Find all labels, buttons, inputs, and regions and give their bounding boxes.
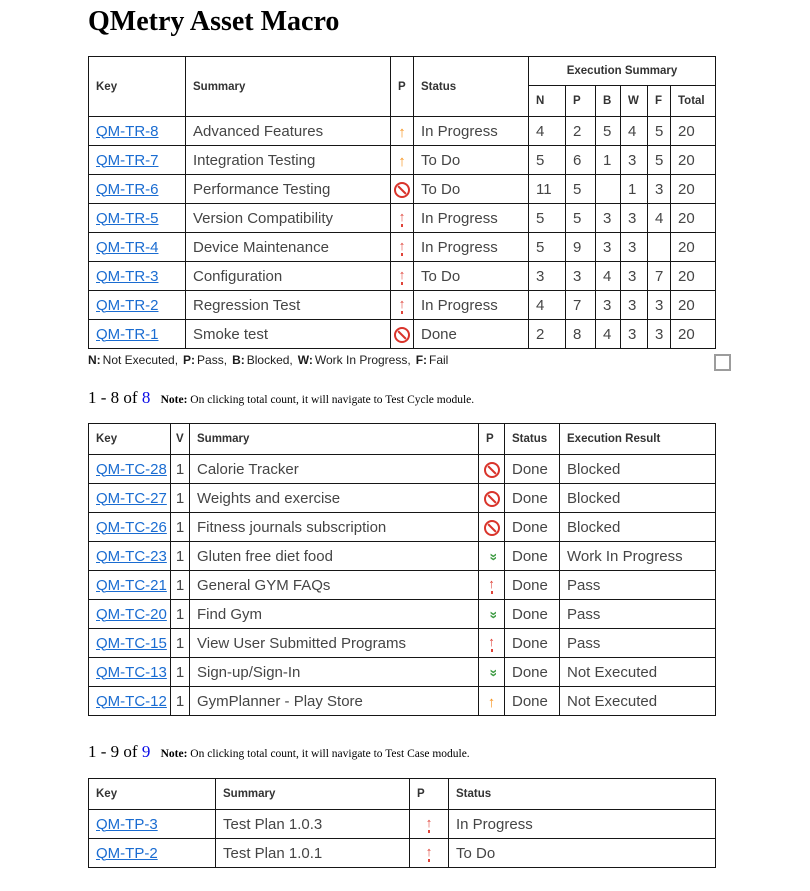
table-row — [89, 658, 716, 687]
priority-icon — [485, 578, 499, 594]
priority-cell — [479, 658, 505, 687]
summary-cell: Integration Testing — [186, 146, 391, 175]
priority-icon — [422, 846, 436, 862]
priority-cell — [479, 484, 505, 513]
column-header-status: Status — [414, 57, 529, 117]
status-cell: Done — [505, 629, 560, 658]
key-cell — [89, 542, 171, 571]
column-header-n: N — [529, 86, 566, 117]
priority-icon — [485, 607, 499, 623]
legend-text: Work In Progress, — [314, 353, 411, 367]
column-header-f: F — [648, 86, 671, 117]
count-total-cell: 20 — [671, 146, 716, 175]
key-link[interactable]: QM-TP-2 — [96, 844, 158, 862]
summary-cell: Sign-up/Sign-In — [190, 658, 479, 687]
priority-cell — [479, 455, 505, 484]
legend-label: B: — [232, 353, 245, 367]
count-f-cell: 7 — [648, 262, 671, 291]
key-link[interactable]: QM-TR-4 — [96, 238, 159, 256]
table-row — [89, 320, 716, 349]
key-cell — [89, 262, 186, 291]
column-header-total: Total — [671, 86, 716, 117]
priority-cell — [479, 513, 505, 542]
summary-cell: General GYM FAQs — [190, 571, 479, 600]
count-w-cell: 3 — [621, 146, 648, 175]
summary-cell: View User Submitted Programs — [190, 629, 479, 658]
table-row — [89, 810, 716, 839]
execution-result-cell: Pass — [560, 600, 716, 629]
priority-cell — [391, 291, 414, 320]
key-cell — [89, 687, 171, 716]
test-case-table — [88, 423, 716, 716]
count-b-cell: 4 — [596, 320, 621, 349]
count-w-cell: 1 — [621, 175, 648, 204]
status-cell: Done — [505, 455, 560, 484]
status-cell: In Progress — [449, 810, 716, 839]
key-cell — [89, 600, 171, 629]
count-p-cell: 7 — [566, 291, 596, 320]
table-row — [89, 233, 716, 262]
status-cell: To Do — [414, 262, 529, 291]
count-total-cell: 20 — [671, 204, 716, 233]
summary-cell: Performance Testing — [186, 175, 391, 204]
count-p-cell: 5 — [566, 204, 596, 233]
priority-icon — [485, 549, 499, 565]
column-header-w: W — [621, 86, 648, 117]
count-b-cell: 1 — [596, 146, 621, 175]
note-label: Note: — [160, 394, 188, 406]
key-link[interactable]: QM-TP-3 — [96, 815, 158, 833]
execution-result-cell: Pass — [560, 629, 716, 658]
count-w-cell: 4 — [621, 117, 648, 146]
status-cell: In Progress — [414, 233, 529, 262]
key-link[interactable]: QM-TC-12 — [96, 692, 167, 710]
status-cell: Done — [505, 687, 560, 716]
key-cell — [89, 204, 186, 233]
priority-icon — [485, 636, 499, 652]
table-row — [89, 204, 716, 233]
status-cell: In Progress — [414, 291, 529, 320]
page-title: QMetry Asset Macro — [88, 6, 340, 37]
column-header-priority: P — [479, 424, 505, 455]
summary-cell: Test Plan 1.0.1 — [216, 839, 410, 868]
status-cell: In Progress — [414, 204, 529, 233]
priority-icon — [395, 269, 409, 285]
version-cell: 1 — [171, 455, 190, 484]
count-n-cell: 4 — [529, 291, 566, 320]
priority-icon — [484, 520, 500, 536]
summary-cell: Advanced Features — [186, 117, 391, 146]
note-text: Note: On clicking total count, it will navigate to Test Cycle module. — [160, 394, 475, 406]
table-row — [89, 117, 716, 146]
count-b-cell: 4 — [596, 262, 621, 291]
key-link[interactable]: QM-TR-7 — [96, 151, 159, 169]
count-f-cell: 4 — [648, 204, 671, 233]
count-f-cell: 5 — [648, 117, 671, 146]
priority-icon — [422, 817, 436, 833]
count-total-cell: 20 — [671, 320, 716, 349]
status-cell: In Progress — [414, 117, 529, 146]
key-cell — [89, 291, 186, 320]
count-p-cell: 9 — [566, 233, 596, 262]
count-f-cell: 3 — [648, 175, 671, 204]
status-cell: Done — [505, 600, 560, 629]
key-link[interactable]: QM-TC-23 — [96, 547, 167, 565]
summary-cell: Regression Test — [186, 291, 391, 320]
execution-result-cell: Blocked — [560, 455, 716, 484]
count-b-cell: 5 — [596, 117, 621, 146]
count-n-cell: 11 — [529, 175, 566, 204]
status-cell: To Do — [414, 175, 529, 204]
version-cell: 1 — [171, 658, 190, 687]
status-cell: Done — [505, 542, 560, 571]
legend-text: Not Executed, — [102, 353, 179, 367]
table-row — [89, 455, 716, 484]
priority-cell — [391, 233, 414, 262]
priority-icon — [484, 491, 500, 507]
column-header-priority: P — [410, 779, 449, 810]
count-w-cell: 3 — [621, 233, 648, 262]
priority-cell — [479, 629, 505, 658]
key-cell — [89, 484, 171, 513]
key-cell — [89, 146, 186, 175]
status-cell: Done — [505, 484, 560, 513]
key-cell — [89, 117, 186, 146]
count-f-cell: 3 — [648, 291, 671, 320]
count-w-cell: 3 — [621, 320, 648, 349]
count-p-cell: 8 — [566, 320, 596, 349]
key-link[interactable]: QM-TR-6 — [96, 180, 159, 198]
priority-cell — [479, 571, 505, 600]
key-link[interactable]: QM-TC-28 — [96, 460, 167, 478]
summary-cell: Gluten free diet food — [190, 542, 479, 571]
count-f-cell: 5 — [648, 146, 671, 175]
column-header-status: Status — [449, 779, 716, 810]
summary-cell: Smoke test — [186, 320, 391, 349]
corner-checkbox[interactable] — [714, 354, 731, 371]
priority-cell — [479, 600, 505, 629]
column-header-summary: Summary — [190, 424, 479, 455]
table-row — [89, 484, 716, 513]
column-header-summary: Summary — [216, 779, 410, 810]
count-n-cell: 2 — [529, 320, 566, 349]
key-cell — [89, 513, 171, 542]
status-cell: Done — [505, 658, 560, 687]
summary-cell: Test Plan 1.0.3 — [216, 810, 410, 839]
summary-cell: Fitness journals subscription — [190, 513, 479, 542]
status-cell: To Do — [414, 146, 529, 175]
priority-icon — [394, 182, 410, 198]
table-row — [89, 175, 716, 204]
summary-cell: GymPlanner - Play Store — [190, 687, 479, 716]
key-link[interactable]: QM-TC-21 — [96, 576, 167, 594]
summary-cell: Version Compatibility — [186, 204, 391, 233]
version-cell: 1 — [171, 600, 190, 629]
count-p-cell: 3 — [566, 262, 596, 291]
count-f-cell — [648, 233, 671, 262]
count-range: 1 - 9 of — [88, 742, 138, 761]
priority-icon — [395, 211, 409, 227]
column-header-key: Key — [89, 779, 216, 810]
key-link[interactable]: QM-TC-27 — [96, 489, 167, 507]
key-link[interactable]: QM-TR-8 — [96, 122, 159, 140]
legend-text: Blocked, — [246, 353, 293, 367]
execution-result-cell: Pass — [560, 571, 716, 600]
summary-cell: Calorie Tracker — [190, 455, 479, 484]
priority-icon — [395, 298, 409, 314]
key-cell — [89, 455, 171, 484]
priority-icon — [395, 240, 409, 256]
table-row — [89, 629, 716, 658]
key-link[interactable]: QM-TC-13 — [96, 663, 167, 681]
status-cell: Done — [414, 320, 529, 349]
execution-result-cell: Not Executed — [560, 658, 716, 687]
summary-cell: Weights and exercise — [190, 484, 479, 513]
table-row — [89, 600, 716, 629]
table-row — [89, 262, 716, 291]
status-cell: To Do — [449, 839, 716, 868]
count-n-cell: 5 — [529, 204, 566, 233]
legend-text: Fail — [429, 353, 449, 367]
table-row — [89, 146, 716, 175]
column-header-priority: P — [391, 57, 414, 117]
version-cell: 1 — [171, 484, 190, 513]
column-header-p: P — [566, 86, 596, 117]
key-link[interactable]: QM-TC-20 — [96, 605, 167, 623]
execution-result-cell: Work In Progress — [560, 542, 716, 571]
column-header-execution-result: Execution Result — [560, 424, 716, 455]
count-n-cell: 5 — [529, 146, 566, 175]
version-cell: 1 — [171, 629, 190, 658]
key-cell — [89, 810, 216, 839]
priority-cell — [479, 542, 505, 571]
count-w-cell: 3 — [621, 204, 648, 233]
priority-cell — [410, 810, 449, 839]
column-header-summary: Summary — [186, 57, 391, 117]
count-p-cell: 6 — [566, 146, 596, 175]
status-cell: Done — [505, 571, 560, 600]
count-range: 1 - 8 of — [88, 388, 138, 407]
test-run-table — [88, 56, 716, 349]
key-link[interactable]: QM-TR-3 — [96, 267, 159, 285]
priority-icon — [485, 694, 499, 710]
execution-result-cell: Blocked — [560, 484, 716, 513]
count-total-cell: 20 — [671, 291, 716, 320]
count-p-cell: 5 — [566, 175, 596, 204]
priority-icon — [394, 327, 410, 343]
execution-summary-legend — [88, 353, 715, 367]
priority-cell — [391, 146, 414, 175]
priority-cell — [391, 204, 414, 233]
legend-label: N: — [88, 353, 101, 367]
key-link[interactable]: QM-TC-15 — [96, 634, 167, 652]
test-plan-table — [88, 778, 716, 868]
priority-cell — [391, 320, 414, 349]
count-b-cell: 3 — [596, 233, 621, 262]
summary-cell: Device Maintenance — [186, 233, 391, 262]
execution-result-cell: Blocked — [560, 513, 716, 542]
column-header-key: Key — [89, 424, 171, 455]
count-w-cell: 3 — [621, 291, 648, 320]
key-link[interactable]: QM-TR-1 — [96, 325, 159, 343]
priority-cell — [391, 117, 414, 146]
test-case-count-line — [88, 742, 715, 762]
count-n-cell: 4 — [529, 117, 566, 146]
count-total-cell: 20 — [671, 117, 716, 146]
key-cell — [89, 320, 186, 349]
column-header-status: Status — [505, 424, 560, 455]
count-f-cell: 3 — [648, 320, 671, 349]
count-total-cell: 20 — [671, 175, 716, 204]
column-header-b: B — [596, 86, 621, 117]
key-link[interactable]: QM-TC-26 — [96, 518, 167, 536]
priority-icon — [395, 153, 409, 169]
count-n-cell: 3 — [529, 262, 566, 291]
version-cell: 1 — [171, 513, 190, 542]
count-w-cell: 3 — [621, 262, 648, 291]
priority-icon — [395, 124, 409, 140]
count-total-link[interactable]: 8 — [141, 388, 151, 407]
key-cell — [89, 571, 171, 600]
note-label: Note: — [160, 748, 188, 760]
priority-cell — [391, 262, 414, 291]
table-row — [89, 839, 716, 868]
priority-cell — [391, 175, 414, 204]
summary-cell: Configuration — [186, 262, 391, 291]
key-cell — [89, 629, 171, 658]
priority-cell — [479, 687, 505, 716]
key-link[interactable]: QM-TR-5 — [96, 209, 159, 227]
key-cell — [89, 658, 171, 687]
count-n-cell: 5 — [529, 233, 566, 262]
table-row — [89, 542, 716, 571]
count-total-cell: 20 — [671, 233, 716, 262]
note-text: Note: On clicking total count, it will navigate to Test Case module. — [160, 748, 470, 760]
table-row — [89, 571, 716, 600]
version-cell: 1 — [171, 542, 190, 571]
legend-label: P: — [183, 353, 196, 367]
legend-label: W: — [297, 353, 313, 367]
priority-icon — [485, 665, 499, 681]
key-cell — [89, 175, 186, 204]
execution-result-cell: Not Executed — [560, 687, 716, 716]
table-row — [89, 291, 716, 320]
count-total-link[interactable]: 9 — [141, 742, 151, 761]
priority-cell — [410, 839, 449, 868]
version-cell: 1 — [171, 687, 190, 716]
table-row — [89, 687, 716, 716]
count-b-cell: 3 — [596, 291, 621, 320]
test-cycle-count-line — [88, 388, 715, 408]
count-total-cell: 20 — [671, 262, 716, 291]
column-header-execution-summary: Execution Summary — [529, 57, 716, 86]
column-header-version: V — [171, 424, 190, 455]
key-cell — [89, 839, 216, 868]
legend-label: F: — [415, 353, 428, 367]
summary-cell: Find Gym — [190, 600, 479, 629]
key-link[interactable]: QM-TR-2 — [96, 296, 159, 314]
column-header-key: Key — [89, 57, 186, 117]
table-row — [89, 513, 716, 542]
count-b-cell: 3 — [596, 204, 621, 233]
legend-text: Pass, — [197, 353, 228, 367]
count-p-cell: 2 — [566, 117, 596, 146]
version-cell: 1 — [171, 571, 190, 600]
status-cell: Done — [505, 513, 560, 542]
count-b-cell — [596, 175, 621, 204]
key-cell — [89, 233, 186, 262]
priority-icon — [484, 462, 500, 478]
